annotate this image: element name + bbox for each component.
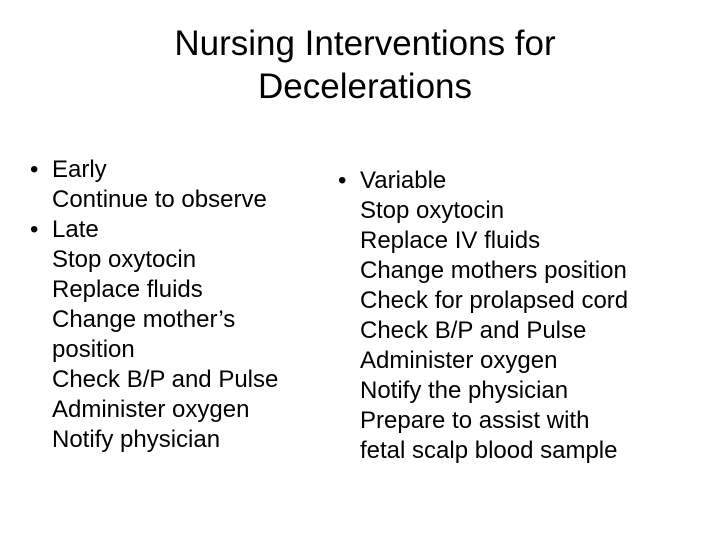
bullet-icon: •: [338, 167, 347, 194]
left-column: [30, 155, 350, 455]
variable-line-4: Check for prolapsed cord: [360, 287, 629, 314]
bullet-heading-variable: Variable: [360, 167, 447, 194]
late-line-1: Stop oxytocin: [52, 246, 197, 273]
bullet-icon: •: [30, 156, 39, 183]
title-line-1: Nursing Interventions for: [174, 24, 556, 63]
late-line-5: Check B/P and Pulse: [52, 366, 279, 393]
late-line-2: Replace fluids: [52, 276, 203, 303]
late-line-7: Notify physician: [52, 426, 221, 453]
late-line-6: Administer oxygen: [52, 396, 250, 423]
late-line-4: position: [52, 336, 135, 363]
variable-line-9: fetal scalp blood sample: [360, 437, 618, 464]
title-line-2: Decelerations: [258, 67, 472, 106]
bullet-variable: [338, 166, 718, 466]
early-line-1: Continue to observe: [52, 186, 267, 213]
bullet-icon: •: [30, 216, 39, 243]
variable-line-3: Change mothers position: [360, 257, 627, 284]
late-line-3: Change mother’s: [52, 306, 236, 333]
slide-title: [0, 22, 720, 108]
variable-line-5: Check B/P and Pulse: [360, 317, 587, 344]
right-column: [338, 166, 718, 466]
variable-line-8: Prepare to assist with: [360, 407, 590, 434]
bullet-late: [30, 215, 350, 455]
bullet-heading-early: Early: [52, 156, 107, 183]
variable-line-1: Stop oxytocin: [360, 197, 505, 224]
bullet-heading-late: Late: [52, 216, 99, 243]
variable-line-2: Replace IV fluids: [360, 227, 541, 254]
bullet-early: [30, 155, 350, 215]
variable-line-7: Notify the physician: [360, 377, 569, 404]
variable-line-6: Administer oxygen: [360, 347, 558, 374]
